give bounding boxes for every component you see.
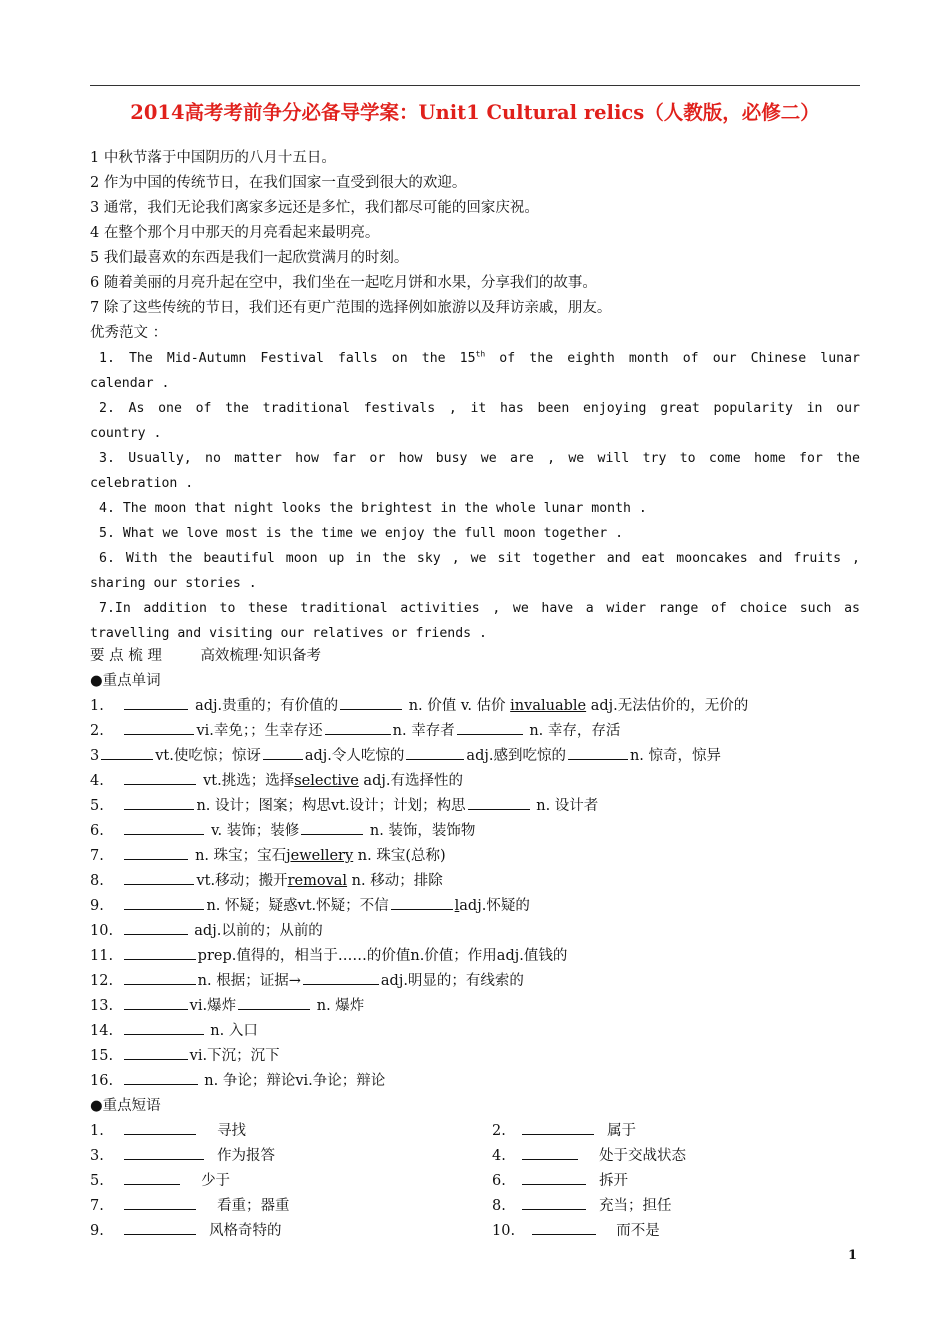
vocab-item-12: 12. n. 根据；证据→ adj.明显的；有线索的 xyxy=(90,969,860,994)
vocab-item-2: 2. vi.幸免；；生幸存还 n. 幸存者 n. 幸存，存活 xyxy=(90,719,860,744)
phrase-right: 4. 处于交战状态 xyxy=(492,1144,686,1169)
cn-sentence-2: 2 作为中国的传统节日，在我们国家一直受到很大的欢迎。 xyxy=(90,175,467,191)
vocab-item-10: 10. adj.以前的；从前的 xyxy=(90,919,860,944)
answer-blank[interactable] xyxy=(522,1145,578,1160)
answer-blank[interactable] xyxy=(124,895,204,910)
section-heading xyxy=(90,644,860,669)
key-points-section xyxy=(90,644,860,1244)
answer-blank[interactable] xyxy=(340,695,402,710)
cn-sentence-1: 1 中秋节落于中国阴历的八月十五日。 xyxy=(90,150,336,166)
vocab-item-16: 16. n. 争论；辩论vi.争论；辩论 xyxy=(90,1069,860,1094)
vocab-item-5: 5. n. 设计；图案；构思vt.设计；计划；构思 n. 设计者 xyxy=(90,794,860,819)
answer-blank[interactable] xyxy=(124,695,188,710)
en-sentence-7: 7.In addition to these traditional activities , we have a wider range of choice such as xyxy=(99,601,860,616)
vocab-item-1: 1. adj.贵重的；有价值的 n. 价值 v. 估价 invaluable adj.无法估价的，无价的 xyxy=(90,694,860,719)
phrase-list xyxy=(90,1119,860,1244)
answer-blank[interactable] xyxy=(406,745,464,760)
en-sentence-3-cont: celebration . xyxy=(90,476,194,491)
phrase-row: 1. 寻找 2. 属于 xyxy=(90,1119,860,1144)
model-essay-label: 优秀范文 ： xyxy=(90,325,168,341)
answer-blank[interactable] xyxy=(124,770,196,785)
chinese-sentences xyxy=(90,146,860,346)
phrase-row: 3. 作为报答 4. 处于交战状态 xyxy=(90,1144,860,1169)
answer-blank[interactable] xyxy=(124,1220,196,1235)
vocab-item-9: 9. n. 怀疑；疑惑vt.怀疑；不信 ladj.怀疑的 xyxy=(90,894,860,919)
answer-blank[interactable] xyxy=(522,1120,594,1135)
answer-blank[interactable] xyxy=(124,845,188,860)
phrase-right: 6. 拆开 xyxy=(492,1169,628,1194)
en-sentence-4: 4. The moon that night looks the brightest in the whole lunar month . xyxy=(99,501,647,516)
answer-blank[interactable] xyxy=(124,1195,196,1210)
answer-blank[interactable] xyxy=(301,820,363,835)
answer-blank[interactable] xyxy=(325,720,391,735)
section-heading-right: 高效梳理·知识备考 xyxy=(200,648,322,664)
cn-sentence-5: 5 我们最喜欢的东西是我们一起欣赏满月的时刻。 xyxy=(90,250,409,266)
answer-blank[interactable] xyxy=(124,1020,204,1035)
answer-blank[interactable] xyxy=(124,920,188,935)
answer-blank[interactable] xyxy=(124,1070,198,1085)
vocab-item-8: 8. vt.移动；搬开removal n. 移动；排除 xyxy=(90,869,860,894)
answer-blank[interactable] xyxy=(124,870,194,885)
cn-sentence-4: 4 在整个那个月中那天的月亮看起来最明亮。 xyxy=(90,225,380,241)
vocab-item-14: 14. n. 入口 xyxy=(90,1019,860,1044)
cn-sentence-7: 7 除了这些传统的节日，我们还有更广范围的选择例如旅游以及拜访亲戚，朋友。 xyxy=(90,300,612,316)
en-sentence-1: 1. The Mid-Autumn Festival falls on the 15th of the eighth month of our Chinese lunar xyxy=(99,349,860,366)
section-heading-left: 要 点 梳 理 xyxy=(90,648,162,664)
page-number: 1 xyxy=(848,1248,858,1263)
vocab-heading: ●重点单词 xyxy=(90,673,161,689)
en-sentence-1-cont: calendar . xyxy=(90,376,170,391)
answer-blank[interactable] xyxy=(238,995,310,1010)
answer-blank[interactable] xyxy=(124,1145,204,1160)
answer-blank[interactable] xyxy=(124,995,188,1010)
answer-blank[interactable] xyxy=(457,720,523,735)
phrase-row: 9. 风格奇特的 10. 而不是 xyxy=(90,1219,860,1244)
en-sentence-2-cont: country . xyxy=(90,426,162,441)
answer-blank[interactable] xyxy=(468,795,530,810)
vocab-item-11: 11. prep.值得的，相当于……的价值n.价值；作用adj.值钱的 xyxy=(90,944,860,969)
phrase-row: 5. 少于 6. 拆开 xyxy=(90,1169,860,1194)
vocab-item-7: 7. n. 珠宝；宝石jewellery n. 珠宝(总称) xyxy=(90,844,860,869)
en-sentence-2: 2. As one of the traditional festivals , it has been enjoying great popularity in our xyxy=(99,401,860,416)
answer-blank[interactable] xyxy=(568,745,628,760)
vocab-item-15: 15. vi.下沉；沉下 xyxy=(90,1044,860,1069)
vocab-item-3: 3 vt.使吃惊；惊讶 adj.令人吃惊的 adj.感到吃惊的 n. 惊奇，惊异 xyxy=(90,744,860,769)
answer-blank[interactable] xyxy=(522,1195,586,1210)
en-sentence-6-cont: sharing our stories . xyxy=(90,576,257,591)
answer-blank[interactable] xyxy=(101,745,153,760)
answer-blank[interactable] xyxy=(124,820,204,835)
answer-blank[interactable] xyxy=(124,1170,180,1185)
phrase-right: 2. 属于 xyxy=(492,1119,636,1144)
answer-blank[interactable] xyxy=(124,720,194,735)
cn-sentence-6: 6 随着美丽的月亮升起在空中，我们坐在一起吃月饼和水果，分享我们的故事。 xyxy=(90,275,597,291)
en-sentence-6: 6. With the beautiful moon up in the sky , we sit together and eat mooncakes and fruits , xyxy=(99,551,860,566)
answer-blank[interactable] xyxy=(532,1220,596,1235)
en-sentence-7-cont: travelling and visiting our relatives or friends . xyxy=(90,626,487,641)
vocab-item-6: 6. v. 装饰；装修 n. 装饰，装饰物 xyxy=(90,819,860,844)
en-sentence-3: 3. Usually, no matter how far or how busy we are , we will try to come home for the xyxy=(99,451,860,466)
answer-blank[interactable] xyxy=(124,970,196,985)
answer-blank[interactable] xyxy=(303,970,379,985)
english-essay xyxy=(90,346,860,646)
phrase-heading: ●重点短语 xyxy=(90,1098,161,1114)
cn-sentence-3: 3 通常，我们无论我们离家多远还是多忙，我们都尽可能的回家庆祝。 xyxy=(90,200,539,216)
answer-blank[interactable] xyxy=(124,1045,188,1060)
top-rule xyxy=(90,85,860,86)
phrase-row: 7. 看重；器重 8. 充当；担任 xyxy=(90,1194,860,1219)
answer-blank[interactable] xyxy=(124,795,194,810)
answer-blank[interactable] xyxy=(124,1120,196,1135)
page-title: 2014高考考前争分必备导学案：Unit1 Cultural relics（人教版，必修二） xyxy=(130,101,820,124)
answer-blank[interactable] xyxy=(391,895,453,910)
answer-blank[interactable] xyxy=(522,1170,586,1185)
phrase-right: 10. 而不是 xyxy=(492,1219,660,1244)
en-sentence-5: 5. What we love most is the time we enjoy the full moon together . xyxy=(99,526,624,541)
vocab-item-4: 4. vt.挑选；选择selective adj.有选择性的 xyxy=(90,769,860,794)
phrase-right: 8. 充当；担任 xyxy=(492,1194,672,1219)
answer-blank[interactable] xyxy=(124,945,196,960)
vocab-item-13: 13. vi.爆炸 n. 爆炸 xyxy=(90,994,860,1019)
answer-blank[interactable] xyxy=(263,745,303,760)
